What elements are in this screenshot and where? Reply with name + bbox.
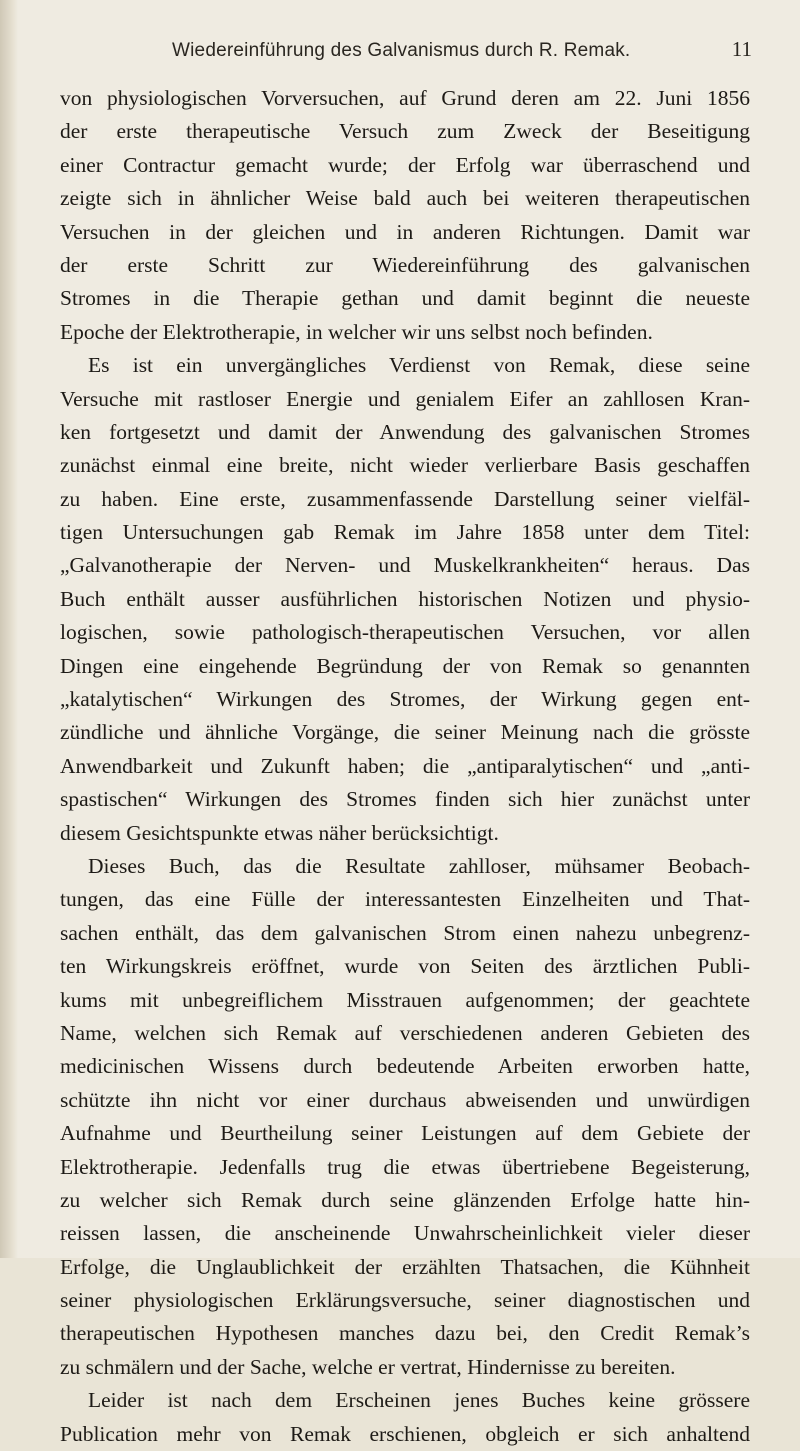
- text-line: „Galvanotherapie der Nerven- und Muskelkrankheiten“ heraus. Das: [60, 553, 750, 578]
- text-line: Epoche der Elektrotherapie, in welcher wir uns selbst noch befinden.: [60, 319, 653, 344]
- text-line: Publication mehr von Remak erschienen, obgleich er sich anhaltend: [60, 1421, 750, 1446]
- text-line: tigen Untersuchungen gab Remak im Jahre 1858 unter dem Titel:: [60, 520, 750, 545]
- text-line: Dingen eine eingehende Begründung der von Remak so genannten: [60, 653, 750, 678]
- text-line: Stromes in die Therapie gethan und damit beginnt die neueste: [60, 286, 750, 311]
- text-line: ken fortgesetzt und damit der Anwendung des galvanischen Stromes: [60, 419, 750, 444]
- text-line: zündliche und ähnliche Vorgänge, die seiner Meinung nach die grösste: [60, 720, 750, 745]
- text-line: spastischen“ Wirkungen des Stromes finden sich hier zunächst unter: [60, 787, 750, 812]
- text-line: der erste Schritt zur Wiedereinführung des galvanischen: [60, 252, 750, 277]
- text-line: Name, welchen sich Remak auf verschiedenen anderen Gebieten des: [60, 1020, 750, 1045]
- text-line: Erfolge, die Unglaublichkeit der erzählten Thatsachen, die Kühnheit: [60, 1254, 750, 1279]
- text-line: Es ist ein unvergängliches Verdienst von Remak, diese seine: [88, 353, 750, 378]
- text-line: Dieses Buch, das die Resultate zahlloser, mühsamer Beobach-: [88, 853, 750, 878]
- text-line: zu schmälern und der Sache, welche er vertrat, Hindernisse zu bereiten.: [60, 1354, 676, 1379]
- text-line: therapeutischen Hypothesen manches dazu bei, den Credit Remak’s: [60, 1321, 750, 1346]
- text-line: diesem Gesichtspunkte etwas näher berücksichtigt.: [60, 820, 499, 845]
- text-line: Versuchen in der gleichen und in anderen Richtungen. Damit war: [60, 219, 750, 244]
- text-line: „katalytischen“ Wirkungen des Stromes, der Wirkung gegen ent-: [60, 687, 750, 712]
- text-line: Leider ist nach dem Erscheinen jenes Buches keine grössere: [88, 1388, 750, 1413]
- body-text: [60, 82, 750, 1451]
- text-line: logischen, sowie pathologisch-therapeutischen Versuchen, vor allen: [60, 620, 750, 645]
- text-line: schützte ihn nicht vor einer durchaus abweisenden und unwürdigen: [60, 1087, 750, 1112]
- text-line: medicinischen Wissens durch bedeutende Arbeiten erworben hatte,: [60, 1054, 750, 1079]
- running-header: Wiedereinführung des Galvanismus durch R. Remak.: [172, 40, 631, 61]
- text-line: einer Contractur gemacht wurde; der Erfolg war überraschend und: [60, 152, 750, 177]
- text-line: tungen, das eine Fülle der interessantesten Einzelheiten und That-: [60, 887, 750, 912]
- text-line: zunächst einmal eine breite, nicht wieder verlierbare Basis geschaffen: [60, 453, 750, 478]
- text-line: der erste therapeutische Versuch zum Zweck der Beseitigung: [60, 119, 750, 144]
- text-line: Aufnahme und Beurtheilung seiner Leistungen auf dem Gebiete der: [60, 1121, 750, 1146]
- text-line: zu welcher sich Remak durch seine glänzenden Erfolge hatte hin-: [60, 1187, 750, 1212]
- text-line: Anwendbarkeit und Zukunft haben; die „antiparalytischen“ und „anti-: [60, 753, 750, 778]
- text-line: zu haben. Eine erste, zusammenfassende Darstellung seiner vielfäl-: [60, 486, 750, 511]
- text-line: von physiologischen Vorversuchen, auf Grund deren am 22. Juni 1856: [60, 86, 750, 110]
- page-gutter-shadow: [0, 0, 18, 1258]
- text-line: kums mit unbegreiflichem Misstrauen aufgenommen; der geachtete: [60, 987, 750, 1012]
- text-line: reissen lassen, die anscheinende Unwahrscheinlichkeit vieler dieser: [60, 1221, 750, 1246]
- text-line: Buch enthält ausser ausführlichen historischen Notizen und physio-: [60, 586, 750, 611]
- text-line: seiner physiologischen Erklärungsversuche, seiner diagnostischen und: [60, 1288, 750, 1313]
- text-line: ten Wirkungskreis eröffnet, wurde von Seiten des ärztlichen Publi-: [60, 954, 750, 979]
- text-line: Elektrotherapie. Jedenfalls trug die etwas übertriebene Begeisterung,: [60, 1154, 750, 1179]
- page-number: 11: [731, 37, 752, 61]
- text-line: zeigte sich in ähnlicher Weise bald auch bei weiteren therapeutischen: [60, 186, 750, 211]
- text-line: Versuche mit rastloser Energie und genialem Eifer an zahllosen Kran-: [60, 386, 750, 411]
- text-line: sachen enthält, das dem galvanischen Strom einen nahezu unbegrenz-: [60, 920, 750, 945]
